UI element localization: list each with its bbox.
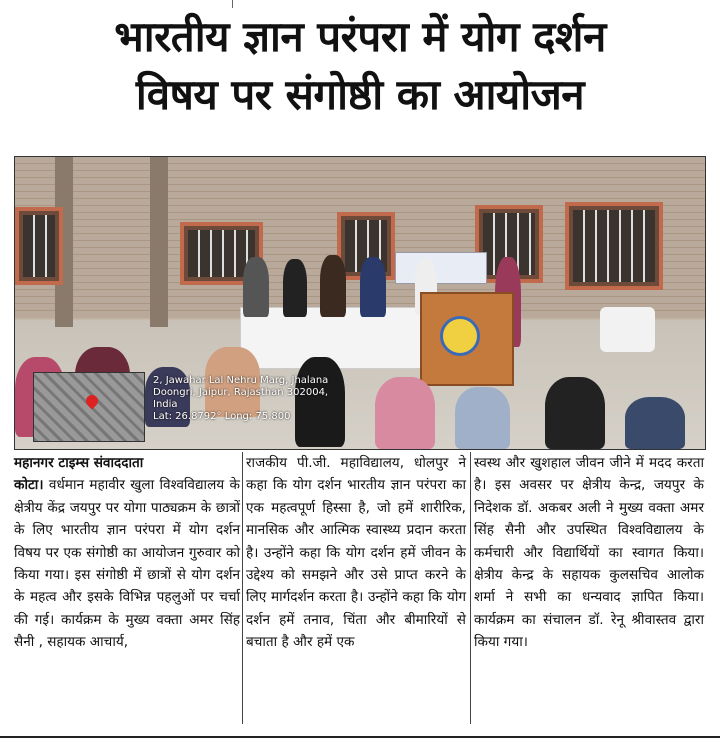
photo-chair [600, 307, 655, 352]
geotag-line: Lat: 26.8792° Long: 75.800 [153, 411, 291, 422]
photo-person [360, 257, 386, 317]
article-column-1 [14, 452, 240, 654]
article-text-1: वर्धमान महावीर खुला विश्वविद्यालय के क्षेत्रीय केंद्र जयपुर पर योगा पाठ्यक्रम के छात्रों के लिए भारतीय ज्ञान परंपरा में योग दर्शन विषय पर एक संगोष्ठी का आयोजन गुरुवार को किया गया। इस संगोष्ठी में छात्रों से योग दर्शन के महत्व और इसके विभिन्न पहलुओं पर चर्चा की गई। कार्यक्रम के मुख्य वक्ता अमर सिंह सैनी , सहायक आचार्य, [14, 477, 240, 651]
geotag-line: 2, Jawahar Lal Nehru Marg, Jhalana [153, 375, 329, 386]
article-column-3 [474, 452, 704, 654]
photo-banner [395, 252, 487, 284]
column-divider [470, 452, 471, 724]
column-divider [242, 452, 243, 724]
headline [0, 8, 720, 124]
article-dateline: कोटा। [14, 477, 44, 494]
photo-person [625, 397, 685, 449]
bottom-rule [0, 736, 720, 738]
photo-person [455, 387, 510, 449]
photo-geotag-text [153, 375, 393, 423]
photo-person [545, 377, 605, 449]
headline-line-1: भारतीय ज्ञान परंपरा में योग दर्शन [114, 12, 606, 61]
article-column-2 [246, 452, 466, 654]
photo-window [565, 202, 663, 290]
photo-person [283, 259, 307, 317]
article-byline: महानगर टाइम्स संवाददाता [14, 455, 144, 471]
map-pin-icon [84, 393, 101, 410]
article-text-2: राजकीय पी.जी. महाविद्यालय, धोलपुर ने कहा कि योग दर्शन भारतीय ज्ञान परंपरा का एक महत्वपूर्ण हिस्सा है, जो हमें शारीरिक, मानसिक और आत्मिक स्वास्थ्य प्रदान करता है। उन्होंने कहा कि योग दर्शन हमें जीवन के उद्देश्य को समझने और उसे प्राप्त करने के लिए मार्गदर्शन करता है। उन्होंने कहा कि योग दर्शन हमें तनाव, चिंता और बीमारियों से बचाता है और हमें एक [246, 455, 466, 651]
photo-pillar [150, 157, 168, 327]
event-photo [14, 156, 706, 450]
photo-geotag-map [33, 372, 145, 442]
photo-window [15, 207, 63, 285]
geotag-line: India [153, 399, 178, 410]
headline-line-2: विषय पर संगोष्ठी का आयोजन [135, 70, 585, 119]
geotag-line: Doongri, Jaipur, Rajasthan 302004, [153, 387, 329, 398]
article-text-3: स्वस्थ और खुशहाल जीवन जीने में मदद करता है। इस अवसर पर क्षेत्रीय केन्द्र, जयपुर के निदेशक डॉ. अकबर अली ने मुख्य वक्ता अमर सिंह सैनी और उपस्थित विश्वविद्यालय के कर्मचारी और विद्यार्थियों का स्वागत किया। क्षेत्रीय केन्द्र के सहायक कुलसचिव आलोक शर्मा ने सभी का धन्यवाद ज्ञापित किया। कार्यक्रम का संचालन डॉ. रेनू श्रीवास्तव द्वारा किया गया। [474, 455, 704, 651]
photo-person [320, 255, 346, 317]
photo-person [243, 257, 269, 317]
top-crop-mark [232, 0, 233, 8]
